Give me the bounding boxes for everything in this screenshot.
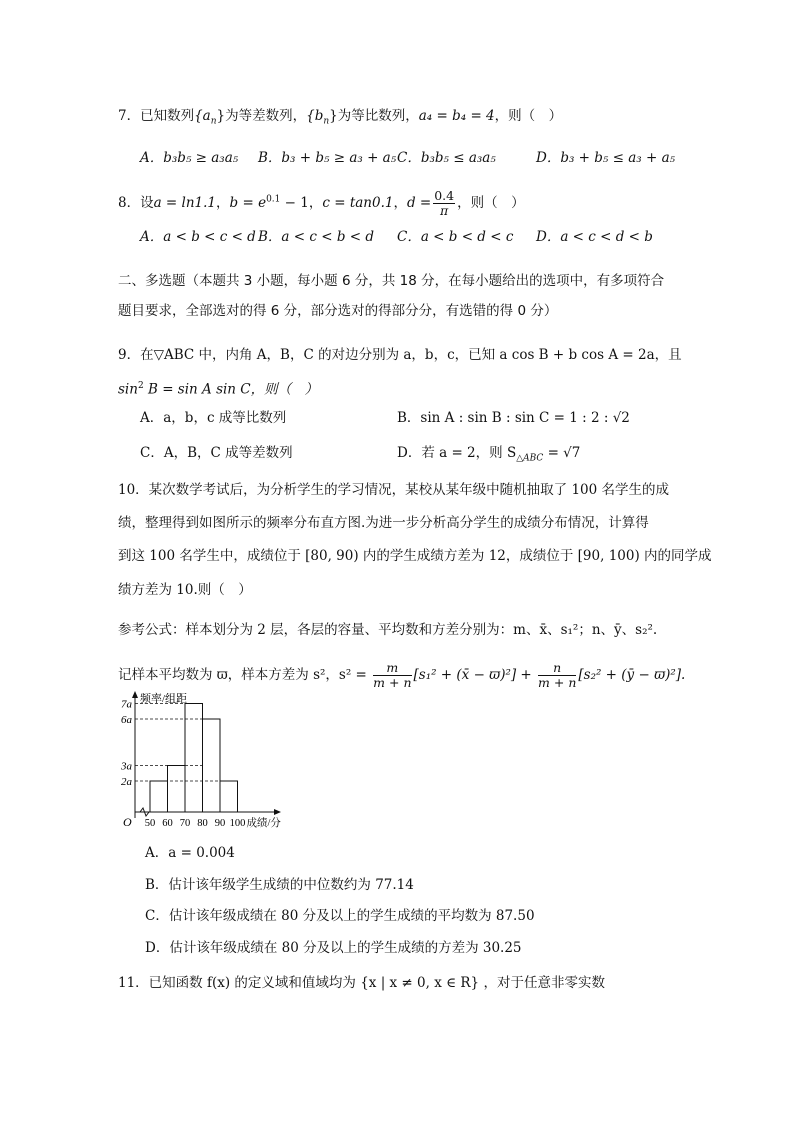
q7-option-c: C．b₃b₅ ≤ a₃a₅: [397, 150, 496, 166]
q10-ref-formula-line2: 记样本平均数为 ϖ，样本方差为 s²，s² = $\frac{m}{m + n}$ [s₁² + (x̄ − ϖ)²] + $\frac{n}{m + n}$ [s₂² + (ȳ − ϖ)²].: [118, 660, 686, 690]
y-tick-label: 7a: [121, 698, 132, 711]
q10-line4: 绩方差为 10.则（ ）: [118, 582, 252, 598]
q7-option-a: A．b₃b₅ ≥ a₃a₅: [140, 150, 239, 166]
section2-line2: 题目要求，全部选对的得 6 分，部分选对的得部分分，有选错的得 0 分）: [118, 303, 558, 319]
q9-line1: 9．在▽ABC 中，内角 A，B，C 的对边分别为 a，b，c，已知 a cos B + b cos A = 2a，且: [118, 347, 682, 363]
q8-fraction: $\frac{0.4}{\pi}$: [434, 188, 455, 218]
q10-option-d: D．估计该年级成绩在 80 分及以上的学生成绩的方差为 30.25: [145, 940, 522, 956]
x-tick-label: 50: [144, 818, 156, 829]
q9-line2: $\sin^2 B = \sin A$ sin C，则（ ）: [118, 381, 319, 398]
q10-option-a: A．a = 0.004: [145, 845, 235, 861]
x-tick-label: 90: [214, 818, 226, 829]
q7-stem: 7．已知数列$\{a_n\}$为等差数列，$\{b_n\}$为等比数列，a₄ = b₄ = 4，则（ ）: [118, 108, 563, 127]
histogram-bar: [185, 704, 203, 813]
q9-option-b: B．sin A : sin B : sin C = 1 : 2 : √2: [397, 410, 630, 426]
q8-stem: 8．设a = ln1.1，$b = e^{0.1} - 1$，c = tan0.1，d = $\frac{0.4}{\pi}$ ，则（ ）: [118, 188, 525, 218]
q9-option-d: D．若 a = 2，则 $S_{\triangle ABC} = √7$: [397, 445, 581, 464]
histogram-bar: [168, 766, 186, 813]
x-tick-label: 60: [162, 818, 173, 829]
q8-option-a: A．a < b < c < d: [140, 229, 256, 245]
origin-label: O: [123, 815, 132, 829]
y-axis-label: 频率/组距: [140, 693, 188, 705]
section2-line1: 二、多选题（本题共 3 小题，每小题 6 分，共 18 分，在每小题给出的选项中，有多项符合: [118, 273, 665, 289]
q10-option-c: C．估计该年级成绩在 80 分及以上的学生成绩的平均数为 87.50: [145, 908, 535, 924]
q10-ref-formula-line1: 参考公式：样本划分为 2 层，各层的容量、平均数和方差分别为：m、x̄、s₁²；n、ȳ、s₂².: [118, 622, 658, 638]
q9-option-a: A．a，b，c 成等比数列: [140, 410, 287, 426]
formula-fraction-n: $\frac{n}{m + n}$: [538, 660, 577, 690]
q8-option-d: D．a < c < d < b: [536, 229, 653, 245]
q10-line2: 绩，整理得到如图所示的频率分布直方图.为进一步分析高分学生的成绩分布情况，计算得: [118, 515, 649, 531]
x-tick-label: 100: [229, 818, 246, 829]
histogram-bar: [220, 781, 238, 812]
histogram-bar: [203, 719, 221, 812]
formula-fraction-m: $\frac{m}{m + n}$: [373, 660, 412, 690]
y-tick-label: 2a: [121, 776, 132, 788]
q7-option-b: B．b₃ + b₅ ≥ a₃ + a₅: [258, 150, 397, 166]
x-tick-label: 80: [197, 818, 208, 829]
q7-option-d: D．b₃ + b₅ ≤ a₃ + a₅: [536, 150, 676, 166]
q10-line3: 到这 100 名学生中，成绩位于 [80, 90) 内的学生成绩方差为 12，成绩位于 [90, 100) 内的同学成: [118, 548, 712, 564]
q10-option-b: B．估计该年级学生成绩的中位数约为 77.14: [145, 877, 414, 893]
x-tick-label: 70: [179, 818, 191, 829]
histogram-bar: [150, 781, 168, 812]
q8-option-c: C．a < b < d < c: [397, 229, 514, 245]
histogram-svg: [110, 690, 310, 830]
x-axis-label: 成绩/分: [246, 818, 281, 829]
q11-line1: 11．已知函数 f(x) 的定义域和值域均为 {x | x ≠ 0, x ∈ R} ，对于任意非零实数: [118, 975, 605, 991]
q10-line1: 10．某次数学考试后，为分析学生的学习情况，某校从某年级中随机抽取了 100 名学生的成: [118, 482, 670, 498]
y-tick-label: 3a: [121, 760, 132, 773]
q9-option-c: C．A，B，C 成等差数列: [140, 445, 293, 461]
frequency-histogram: [110, 690, 310, 830]
y-tick-label: 6a: [121, 714, 132, 726]
q8-option-b: B．a < c < b < d: [258, 229, 374, 245]
